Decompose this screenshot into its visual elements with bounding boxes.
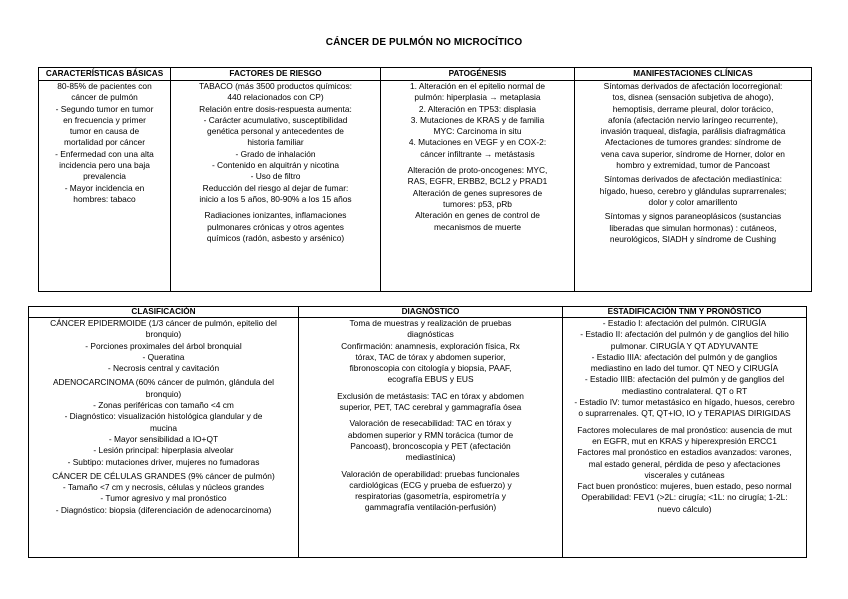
header-patogenesis: PATOGÉNESIS (381, 68, 575, 81)
header-caracteristicas: CARACTERÍSTICAS BÁSICAS (39, 68, 171, 81)
cell-factores: TABACO (más 3500 productos químicos: 440 relacionados con CP) Relación entre dosis-respuesta aumenta: - Carácter acumulativo, susceptibilidad genética personal y antecedentes de historia familiar - Grado de inhalación - Contenido en alquitrán y nicotina - Uso de filtro Reducción del riesgo al dejar de fumar: inicio a los 5 años, 80-90% a los 15 años Radiaciones ionizantes, inflamaciones pulmonares crónicas y otros agentes químicos (radón, asbesto y arsénico) (171, 81, 381, 292)
summary-table-2 (28, 306, 807, 558)
header-diagnostico: DIAGNÓSTICO (299, 307, 563, 318)
header-manifestaciones: MANIFESTACIONES CLÍNICAS (575, 68, 812, 81)
cell-estadificacion: - Estadio I: afectación del pulmón. CIRUGÍA - Estadio II: afectación del pulmón y de ganglios del hilio pulmonar. CIRUGÍA Y QT ADYUVANTE - Estadio IIIA: afectación del pulmón y de ganglios mediastino en lado del tumor. QT NEO y CIRUGÍA - Estadio IIIB: afectación del pulmón y de ganglios del mediastino contralateral. QT o RT - Estadio IV: tumor metastásico en hígado, huesos, cerebro o suprarrenales. QT, QT+IO, IO y TERAPIAS DIRIGIDAS Factores moleculares de mal pronóstico: ausencia de mut en EGFR, mut en KRAS y hiperexpresión ERCC1 Factores mal pronóstico en estadios avanzados: varones, mal estado general, pérdida de peso y afectaciones viscerales y cutáneas Fact buen pronóstico: mujeres, buen estado, peso normal Operabilidad: FEV1 (>2L: cirugía; <1L: no cirugía; 1-2L: nuevo cálculo) (563, 318, 807, 558)
cell-caracteristicas: 80-85% de pacientes con cáncer de pulmón - Segundo tumor en tumor en frecuencia y primer tumor en causa de mortalidad por cáncer - Enfermedad con una alta incidencia pero una baja prevalencia - Mayor incidencia en hombres: tabaco (39, 81, 171, 292)
header-clasificacion: CLASIFICACIÓN (29, 307, 299, 318)
page-title: CÁNCER DE PULMÓN NO MICROCÍTICO (325, 37, 523, 48)
header-factores: FACTORES DE RIESGO (171, 68, 381, 81)
cell-clasificacion: CÁNCER EPIDERMOIDE (1/3 cáncer de pulmón, epitelio del bronquio) - Porciones proximales del árbol bronquial - Queratina - Necrosis central y cavitación ADENOCARCINOMA (60% cáncer de pulmón, glándula del bronquio) - Zonas periféricas con tamaño <4 cm - Diagnóstico: visualización histológica glandular y de mucina - Mayor sensibilidad a IO+QT - Lesión principal: hiperplasia alveolar - Subtipo: mutaciones driver, mujeres no fumadoras CÁNCER DE CÉLULAS GRANDES (9% cáncer de pulmón) - Tamaño <7 cm y necrosis, células y núcleos grandes - Tumor agresivo y mal pronóstico - Diagnóstico: biopsia (diferenciación de adenocarcinoma) (29, 318, 299, 558)
header-estadificacion: ESTADIFICACIÓN TNM Y PRONÓSTICO (563, 307, 807, 318)
summary-table-1 (38, 67, 812, 292)
cell-patogenesis: 1. Alteración en el epitelio normal de pulmón: hiperplasia → metaplasia 2. Alteración en TP53: displasia 3. Mutaciones de KRAS y de familia MYC: Carcinoma in situ 4. Mutaciones en VEGF y en COX-2: cáncer infiltrante → metástasis Alteración de proto-oncogenes: MYC, RAS, EGFR, ERBB2, BCL2 y PRAD1 Alteración de genes supresores de tumores: p53, pRb Alteración en genes de control de mecanismos de muerte (381, 81, 575, 292)
cell-diagnostico: Toma de muestras y realización de pruebas diagnósticas Confirmación: anamnesis, exploración física, Rx tórax, TAC de tórax y abdomen superior, fibronoscopia con citología y biopsia, PAAF, ecografía EBUS y EUS Exclusión de metástasis: TAC en tórax y abdomen superior, PET, TAC cerebral y gammagrafía ósea Valoración de resecabilidad: TAC en tórax y abdomen superior y RMN torácica (tumor de Pancoast), broncoscopia y PET (afectación mediastínica) Valoración de operabilidad: pruebas funcionales cardiológicas (ECG y prueba de esfuerzo) y respiratorias (gasometría, espirometría y gammagrafía ventilación-perfusión) (299, 318, 563, 558)
cell-manifestaciones: Síntomas derivados de afectación locorregional: tos, disnea (sensación subjetiva de ahogo), hemoptisis, derrame pleural, dolor torácico, afonía (afectación nervio laríngeo recurrente), invasión traqueal, disfagia, parálisis diafragmática Afectaciones de tumores grandes: síndrome de vena cava superior, síndrome de Horner, dolor en hombro y extremidad, tumor de Pancoast Síntomas derivados de afectación mediastínica: hígado, hueso, cerebro y glándulas suprarrenales; dolor y color amarillento Síntomas y signos paraneoplásicos (sustancias liberadas que simulan hormonas) : cutáneos, neurológicos, SIADH y síndrome de Cushing (575, 81, 812, 292)
